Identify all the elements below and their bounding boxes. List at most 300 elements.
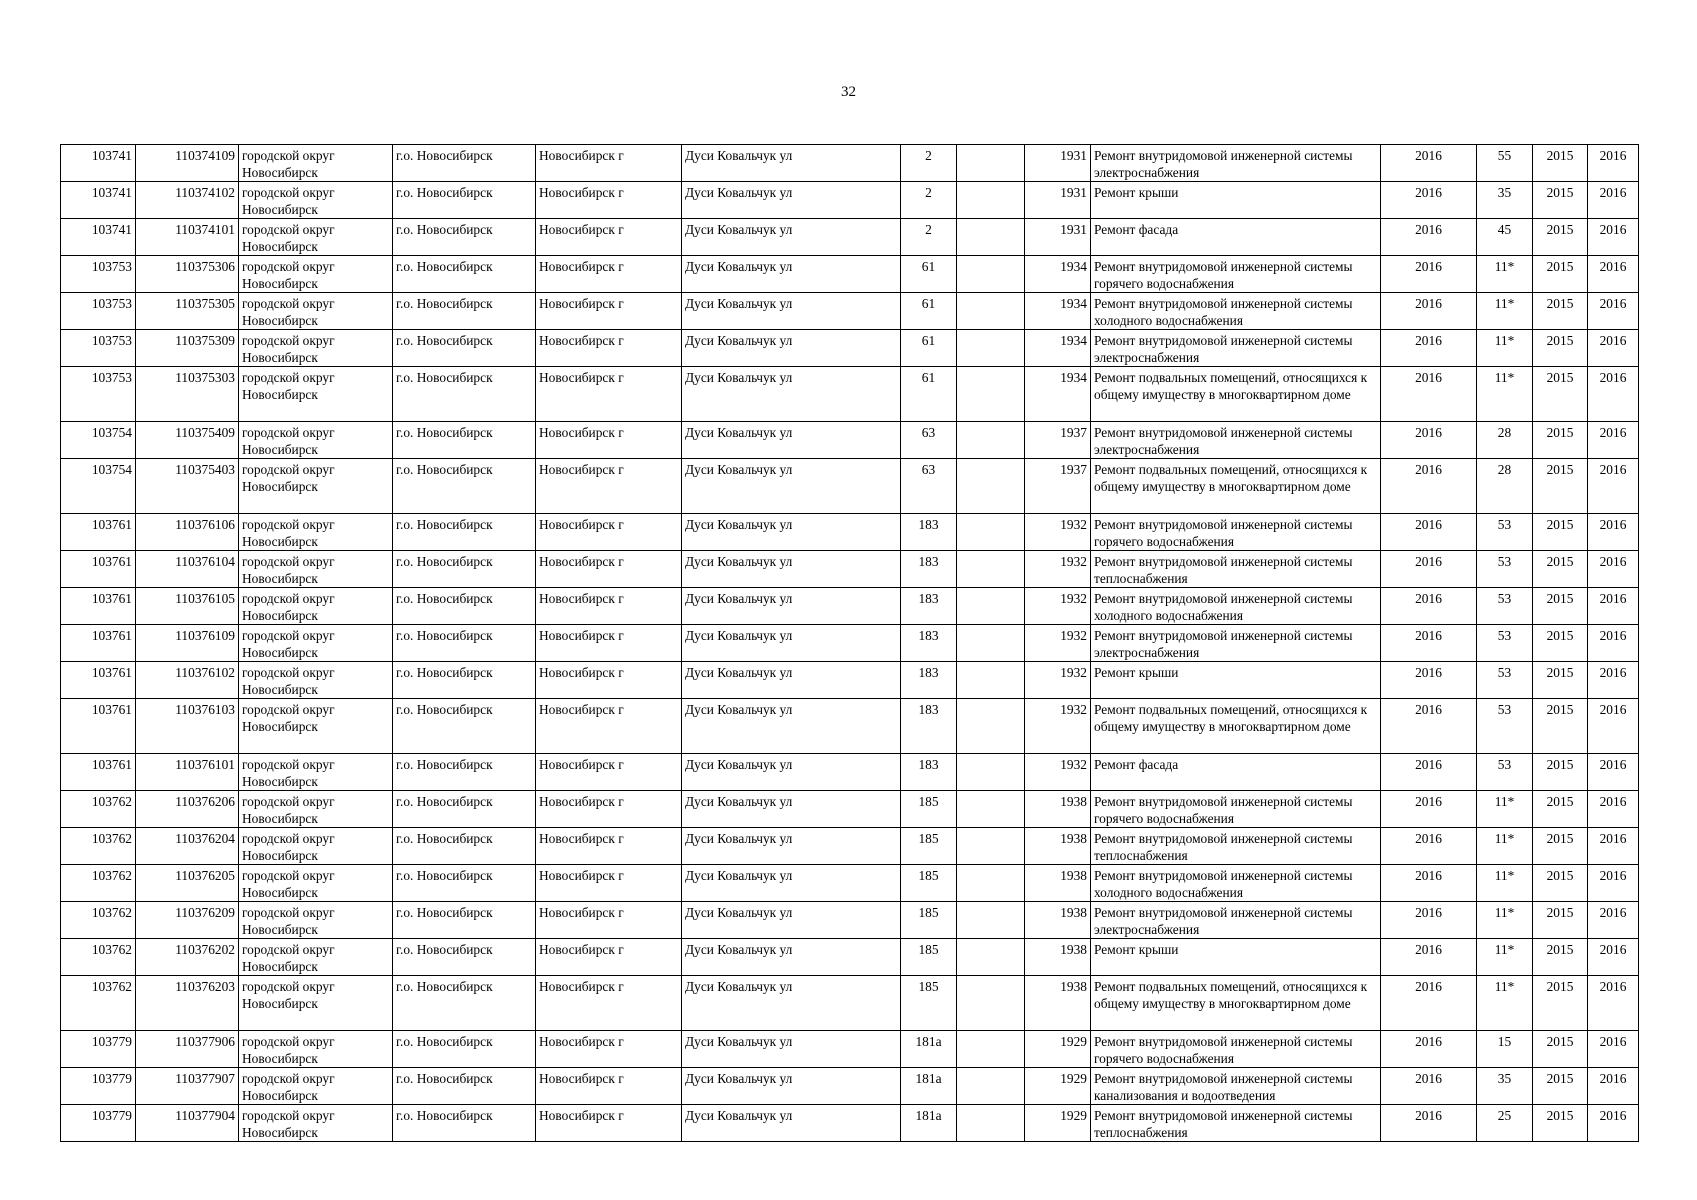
cell-build-year: 1934 (1025, 367, 1091, 422)
cell-municipality-short: г.о. Новосибирск (393, 754, 536, 791)
cell-house-number: 183 (901, 625, 957, 662)
cell-work-id: 110375403 (136, 459, 239, 514)
cell-start-year: 2015 (1533, 182, 1588, 219)
cell-municipality-short: г.о. Новосибирск (393, 551, 536, 588)
table-row (61, 699, 1639, 754)
cell-plan-year: 2016 (1381, 588, 1477, 625)
cell-municipality-short: г.о. Новосибирск (393, 256, 536, 293)
cell-house-number: 63 (901, 459, 957, 514)
table-row (61, 588, 1639, 625)
cell-municipality: городской округ Новосибирск (239, 219, 393, 256)
cell-municipality: городской округ Новосибирск (239, 514, 393, 551)
cell-plan-year: 2016 (1381, 976, 1477, 1031)
cell-plan-year: 2016 (1381, 865, 1477, 902)
cell-house-number: 185 (901, 828, 957, 865)
table-row (61, 1068, 1639, 1105)
table-row (61, 459, 1639, 514)
cell-start-year: 2015 (1533, 551, 1588, 588)
cell-work-id: 110376109 (136, 625, 239, 662)
cell-build-year: 1938 (1025, 939, 1091, 976)
cell-work-type: Ремонт фасада (1091, 754, 1381, 791)
cell-plan-year: 2016 (1381, 145, 1477, 182)
cell-house-number: 181а (901, 1068, 957, 1105)
cell-work-type: Ремонт внутридомовой инженерной системы теплоснабжения (1091, 828, 1381, 865)
cell-end-year: 2016 (1588, 459, 1639, 514)
cell-cost: 11* (1477, 367, 1533, 422)
cell-building (957, 754, 1025, 791)
cell-end-year: 2016 (1588, 902, 1639, 939)
cell-building (957, 1105, 1025, 1142)
cell-build-year: 1932 (1025, 551, 1091, 588)
cell-plan-year: 2016 (1381, 791, 1477, 828)
cell-municipality-short: г.о. Новосибирск (393, 865, 536, 902)
cell-building (957, 902, 1025, 939)
cell-end-year: 2016 (1588, 1105, 1639, 1142)
cell-plan-year: 2016 (1381, 1031, 1477, 1068)
cell-cost: 11* (1477, 256, 1533, 293)
cell-plan-year: 2016 (1381, 182, 1477, 219)
cell-municipality: городской округ Новосибирск (239, 145, 393, 182)
cell-build-year: 1931 (1025, 219, 1091, 256)
cell-building (957, 976, 1025, 1031)
cell-build-year: 1934 (1025, 256, 1091, 293)
cell-municipality-short: г.о. Новосибирск (393, 514, 536, 551)
cell-municipality-short: г.о. Новосибирск (393, 625, 536, 662)
table-row (61, 1105, 1639, 1142)
repair-registry-table (60, 144, 1639, 1142)
cell-plan-year: 2016 (1381, 902, 1477, 939)
cell-settlement: Новосибирск г (536, 791, 682, 828)
cell-settlement: Новосибирск г (536, 367, 682, 422)
cell-end-year: 2016 (1588, 976, 1639, 1031)
cell-house-number: 61 (901, 256, 957, 293)
cell-build-year: 1931 (1025, 145, 1091, 182)
cell-settlement: Новосибирск г (536, 939, 682, 976)
cell-plan-year: 2016 (1381, 514, 1477, 551)
cell-start-year: 2015 (1533, 367, 1588, 422)
cell-building (957, 588, 1025, 625)
cell-building (957, 330, 1025, 367)
cell-work-id: 110374101 (136, 219, 239, 256)
cell-start-year: 2015 (1533, 293, 1588, 330)
cell-end-year: 2016 (1588, 422, 1639, 459)
table-body (61, 145, 1639, 1142)
cell-start-year: 2015 (1533, 1031, 1588, 1068)
cell-municipality-short: г.о. Новосибирск (393, 588, 536, 625)
cell-cost: 11* (1477, 293, 1533, 330)
cell-street: Дуси Ковальчук ул (682, 459, 901, 514)
cell-work-id: 110376104 (136, 551, 239, 588)
cell-start-year: 2015 (1533, 219, 1588, 256)
cell-settlement: Новосибирск г (536, 145, 682, 182)
cell-building (957, 1068, 1025, 1105)
cell-end-year: 2016 (1588, 256, 1639, 293)
cell-object-id: 103741 (61, 145, 136, 182)
cell-build-year: 1938 (1025, 976, 1091, 1031)
cell-building (957, 625, 1025, 662)
cell-object-id: 103762 (61, 902, 136, 939)
cell-municipality-short: г.о. Новосибирск (393, 1031, 536, 1068)
cell-municipality: городской округ Новосибирск (239, 422, 393, 459)
cell-settlement: Новосибирск г (536, 865, 682, 902)
cell-municipality-short: г.о. Новосибирск (393, 791, 536, 828)
cell-work-type: Ремонт внутридомовой инженерной системы теплоснабжения (1091, 1105, 1381, 1142)
cell-cost: 53 (1477, 514, 1533, 551)
cell-street: Дуси Ковальчук ул (682, 551, 901, 588)
table-row (61, 422, 1639, 459)
cell-municipality: городской округ Новосибирск (239, 865, 393, 902)
cell-municipality-short: г.о. Новосибирск (393, 145, 536, 182)
cell-municipality: городской округ Новосибирск (239, 588, 393, 625)
table-row (61, 791, 1639, 828)
cell-end-year: 2016 (1588, 865, 1639, 902)
cell-object-id: 103741 (61, 182, 136, 219)
cell-house-number: 181а (901, 1105, 957, 1142)
cell-build-year: 1937 (1025, 459, 1091, 514)
cell-work-type: Ремонт внутридомовой инженерной системы холодного водоснабжения (1091, 293, 1381, 330)
cell-settlement: Новосибирск г (536, 828, 682, 865)
cell-end-year: 2016 (1588, 699, 1639, 754)
cell-work-id: 110376106 (136, 514, 239, 551)
cell-building (957, 1031, 1025, 1068)
cell-cost: 53 (1477, 588, 1533, 625)
cell-work-type: Ремонт внутридомовой инженерной системы электроснабжения (1091, 902, 1381, 939)
cell-plan-year: 2016 (1381, 422, 1477, 459)
cell-house-number: 63 (901, 422, 957, 459)
cell-build-year: 1932 (1025, 662, 1091, 699)
cell-building (957, 828, 1025, 865)
cell-building (957, 514, 1025, 551)
cell-municipality: городской округ Новосибирск (239, 459, 393, 514)
cell-plan-year: 2016 (1381, 256, 1477, 293)
cell-work-type: Ремонт крыши (1091, 939, 1381, 976)
cell-work-id: 110377906 (136, 1031, 239, 1068)
cell-start-year: 2015 (1533, 1068, 1588, 1105)
cell-work-type: Ремонт фасада (1091, 219, 1381, 256)
cell-object-id: 103762 (61, 865, 136, 902)
table-row (61, 865, 1639, 902)
cell-start-year: 2015 (1533, 459, 1588, 514)
table-row (61, 182, 1639, 219)
cell-build-year: 1932 (1025, 699, 1091, 754)
cell-end-year: 2016 (1588, 754, 1639, 791)
cell-municipality: городской округ Новосибирск (239, 330, 393, 367)
cell-work-id: 110376206 (136, 791, 239, 828)
cell-work-type: Ремонт внутридомовой инженерной системы горячего водоснабжения (1091, 1031, 1381, 1068)
cell-house-number: 181а (901, 1031, 957, 1068)
cell-object-id: 103779 (61, 1068, 136, 1105)
cell-plan-year: 2016 (1381, 828, 1477, 865)
cell-settlement: Новосибирск г (536, 459, 682, 514)
table-row (61, 293, 1639, 330)
cell-cost: 28 (1477, 459, 1533, 514)
cell-object-id: 103741 (61, 219, 136, 256)
cell-work-id: 110377904 (136, 1105, 239, 1142)
cell-cost: 35 (1477, 1068, 1533, 1105)
cell-plan-year: 2016 (1381, 330, 1477, 367)
table-row (61, 145, 1639, 182)
cell-object-id: 103753 (61, 256, 136, 293)
cell-work-id: 110375305 (136, 293, 239, 330)
cell-municipality-short: г.о. Новосибирск (393, 902, 536, 939)
cell-start-year: 2015 (1533, 754, 1588, 791)
cell-street: Дуси Ковальчук ул (682, 145, 901, 182)
cell-object-id: 103779 (61, 1105, 136, 1142)
cell-start-year: 2015 (1533, 791, 1588, 828)
cell-object-id: 103753 (61, 330, 136, 367)
cell-municipality-short: г.о. Новосибирск (393, 293, 536, 330)
cell-end-year: 2016 (1588, 182, 1639, 219)
cell-end-year: 2016 (1588, 330, 1639, 367)
cell-street: Дуси Ковальчук ул (682, 939, 901, 976)
cell-end-year: 2016 (1588, 1068, 1639, 1105)
cell-start-year: 2015 (1533, 588, 1588, 625)
cell-end-year: 2016 (1588, 625, 1639, 662)
cell-end-year: 2016 (1588, 219, 1639, 256)
table-row (61, 939, 1639, 976)
cell-cost: 35 (1477, 182, 1533, 219)
cell-end-year: 2016 (1588, 828, 1639, 865)
cell-building (957, 293, 1025, 330)
cell-build-year: 1934 (1025, 330, 1091, 367)
cell-build-year: 1932 (1025, 514, 1091, 551)
cell-start-year: 2015 (1533, 865, 1588, 902)
cell-building (957, 551, 1025, 588)
cell-work-type: Ремонт внутридомовой инженерной системы холодного водоснабжения (1091, 865, 1381, 902)
cell-plan-year: 2016 (1381, 1105, 1477, 1142)
cell-start-year: 2015 (1533, 1105, 1588, 1142)
cell-start-year: 2015 (1533, 145, 1588, 182)
cell-house-number: 183 (901, 551, 957, 588)
cell-work-type: Ремонт внутридомовой инженерной системы электроснабжения (1091, 145, 1381, 182)
table-row (61, 514, 1639, 551)
table-row (61, 625, 1639, 662)
cell-municipality: городской округ Новосибирск (239, 551, 393, 588)
cell-house-number: 185 (901, 902, 957, 939)
cell-building (957, 939, 1025, 976)
cell-house-number: 2 (901, 219, 957, 256)
cell-settlement: Новосибирск г (536, 551, 682, 588)
cell-settlement: Новосибирск г (536, 256, 682, 293)
cell-work-type: Ремонт внутридомовой инженерной системы горячего водоснабжения (1091, 514, 1381, 551)
cell-object-id: 103761 (61, 625, 136, 662)
cell-work-id: 110376205 (136, 865, 239, 902)
cell-plan-year: 2016 (1381, 219, 1477, 256)
cell-house-number: 185 (901, 939, 957, 976)
cell-work-type: Ремонт подвальных помещений, относящихся к общему имуществу в многоквартирном доме (1091, 459, 1381, 514)
cell-cost: 25 (1477, 1105, 1533, 1142)
cell-street: Дуси Ковальчук ул (682, 367, 901, 422)
cell-municipality: городской округ Новосибирск (239, 1068, 393, 1105)
cell-build-year: 1934 (1025, 293, 1091, 330)
cell-object-id: 103762 (61, 828, 136, 865)
cell-object-id: 103754 (61, 422, 136, 459)
cell-building (957, 219, 1025, 256)
cell-building (957, 367, 1025, 422)
cell-street: Дуси Ковальчук ул (682, 219, 901, 256)
cell-work-type: Ремонт внутридомовой инженерной системы электроснабжения (1091, 422, 1381, 459)
cell-street: Дуси Ковальчук ул (682, 182, 901, 219)
cell-work-id: 110375409 (136, 422, 239, 459)
cell-settlement: Новосибирск г (536, 422, 682, 459)
cell-building (957, 791, 1025, 828)
cell-settlement: Новосибирск г (536, 976, 682, 1031)
cell-work-type: Ремонт внутридомовой инженерной системы холодного водоснабжения (1091, 588, 1381, 625)
cell-work-id: 110375303 (136, 367, 239, 422)
cell-municipality-short: г.о. Новосибирск (393, 459, 536, 514)
cell-municipality-short: г.о. Новосибирск (393, 422, 536, 459)
cell-street: Дуси Ковальчук ул (682, 422, 901, 459)
cell-work-type: Ремонт внутридомовой инженерной системы теплоснабжения (1091, 551, 1381, 588)
cell-cost: 53 (1477, 551, 1533, 588)
cell-end-year: 2016 (1588, 662, 1639, 699)
cell-settlement: Новосибирск г (536, 662, 682, 699)
cell-municipality: городской округ Новосибирск (239, 293, 393, 330)
cell-cost: 15 (1477, 1031, 1533, 1068)
cell-house-number: 183 (901, 754, 957, 791)
cell-street: Дуси Ковальчук ул (682, 699, 901, 754)
cell-work-id: 110375306 (136, 256, 239, 293)
cell-build-year: 1932 (1025, 625, 1091, 662)
cell-work-id: 110376103 (136, 699, 239, 754)
cell-house-number: 2 (901, 182, 957, 219)
cell-build-year: 1932 (1025, 754, 1091, 791)
cell-object-id: 103762 (61, 791, 136, 828)
cell-plan-year: 2016 (1381, 551, 1477, 588)
cell-build-year: 1929 (1025, 1105, 1091, 1142)
cell-plan-year: 2016 (1381, 625, 1477, 662)
cell-start-year: 2015 (1533, 902, 1588, 939)
cell-end-year: 2016 (1588, 588, 1639, 625)
cell-work-type: Ремонт крыши (1091, 662, 1381, 699)
cell-settlement: Новосибирск г (536, 514, 682, 551)
cell-object-id: 103779 (61, 1031, 136, 1068)
cell-street: Дуси Ковальчук ул (682, 1031, 901, 1068)
cell-cost: 53 (1477, 754, 1533, 791)
cell-start-year: 2015 (1533, 699, 1588, 754)
cell-object-id: 103761 (61, 754, 136, 791)
cell-municipality-short: г.о. Новосибирск (393, 330, 536, 367)
cell-work-id: 110376203 (136, 976, 239, 1031)
cell-build-year: 1932 (1025, 588, 1091, 625)
cell-work-type: Ремонт внутридомовой инженерной системы электроснабжения (1091, 625, 1381, 662)
cell-municipality-short: г.о. Новосибирск (393, 367, 536, 422)
cell-municipality-short: г.о. Новосибирск (393, 219, 536, 256)
cell-municipality: городской округ Новосибирск (239, 791, 393, 828)
cell-work-id: 110376102 (136, 662, 239, 699)
cell-municipality: городской округ Новосибирск (239, 1031, 393, 1068)
cell-cost: 11* (1477, 828, 1533, 865)
cell-municipality: городской округ Новосибирск (239, 939, 393, 976)
table-row (61, 754, 1639, 791)
table-row (61, 662, 1639, 699)
cell-street: Дуси Ковальчук ул (682, 330, 901, 367)
cell-house-number: 183 (901, 699, 957, 754)
cell-municipality-short: г.о. Новосибирск (393, 939, 536, 976)
cell-object-id: 103761 (61, 551, 136, 588)
cell-end-year: 2016 (1588, 939, 1639, 976)
cell-plan-year: 2016 (1381, 754, 1477, 791)
cell-street: Дуси Ковальчук ул (682, 754, 901, 791)
cell-house-number: 183 (901, 662, 957, 699)
cell-municipality: городской округ Новосибирск (239, 256, 393, 293)
cell-settlement: Новосибирск г (536, 754, 682, 791)
cell-work-type: Ремонт подвальных помещений, относящихся к общему имуществу в многоквартирном доме (1091, 699, 1381, 754)
cell-plan-year: 2016 (1381, 367, 1477, 422)
cell-municipality-short: г.о. Новосибирск (393, 182, 536, 219)
cell-build-year: 1929 (1025, 1031, 1091, 1068)
cell-settlement: Новосибирск г (536, 182, 682, 219)
cell-work-type: Ремонт внутридомовой инженерной системы канализования и водоотведения (1091, 1068, 1381, 1105)
cell-house-number: 185 (901, 791, 957, 828)
cell-municipality: городской округ Новосибирск (239, 367, 393, 422)
cell-settlement: Новосибирск г (536, 588, 682, 625)
cell-cost: 53 (1477, 662, 1533, 699)
cell-building (957, 459, 1025, 514)
cell-work-id: 110375309 (136, 330, 239, 367)
cell-work-type: Ремонт крыши (1091, 182, 1381, 219)
cell-cost: 11* (1477, 939, 1533, 976)
cell-end-year: 2016 (1588, 367, 1639, 422)
cell-end-year: 2016 (1588, 551, 1639, 588)
cell-start-year: 2015 (1533, 939, 1588, 976)
cell-cost: 53 (1477, 699, 1533, 754)
cell-building (957, 699, 1025, 754)
cell-work-type: Ремонт внутридомовой инженерной системы горячего водоснабжения (1091, 256, 1381, 293)
cell-build-year: 1938 (1025, 865, 1091, 902)
cell-work-id: 110376209 (136, 902, 239, 939)
cell-building (957, 865, 1025, 902)
table-row (61, 828, 1639, 865)
cell-plan-year: 2016 (1381, 459, 1477, 514)
cell-end-year: 2016 (1588, 791, 1639, 828)
cell-build-year: 1938 (1025, 828, 1091, 865)
page-number: 32 (841, 84, 856, 100)
cell-object-id: 103754 (61, 459, 136, 514)
cell-start-year: 2015 (1533, 330, 1588, 367)
cell-plan-year: 2016 (1381, 1068, 1477, 1105)
cell-build-year: 1929 (1025, 1068, 1091, 1105)
cell-build-year: 1938 (1025, 791, 1091, 828)
cell-object-id: 103762 (61, 939, 136, 976)
cell-settlement: Новосибирск г (536, 293, 682, 330)
cell-plan-year: 2016 (1381, 699, 1477, 754)
cell-municipality: городской округ Новосибирск (239, 828, 393, 865)
cell-object-id: 103761 (61, 699, 136, 754)
cell-house-number: 61 (901, 293, 957, 330)
cell-end-year: 2016 (1588, 145, 1639, 182)
cell-building (957, 145, 1025, 182)
cell-street: Дуси Ковальчук ул (682, 256, 901, 293)
cell-cost: 45 (1477, 219, 1533, 256)
cell-municipality: городской округ Новосибирск (239, 182, 393, 219)
cell-street: Дуси Ковальчук ул (682, 662, 901, 699)
cell-object-id: 103753 (61, 293, 136, 330)
cell-settlement: Новосибирск г (536, 219, 682, 256)
cell-municipality: городской округ Новосибирск (239, 625, 393, 662)
cell-municipality-short: г.о. Новосибирск (393, 1105, 536, 1142)
table-row (61, 219, 1639, 256)
cell-municipality-short: г.о. Новосибирск (393, 662, 536, 699)
cell-work-id: 110377907 (136, 1068, 239, 1105)
cell-plan-year: 2016 (1381, 939, 1477, 976)
table-row (61, 902, 1639, 939)
cell-start-year: 2015 (1533, 828, 1588, 865)
cell-start-year: 2015 (1533, 514, 1588, 551)
cell-street: Дуси Ковальчук ул (682, 588, 901, 625)
cell-settlement: Новосибирск г (536, 699, 682, 754)
cell-plan-year: 2016 (1381, 293, 1477, 330)
